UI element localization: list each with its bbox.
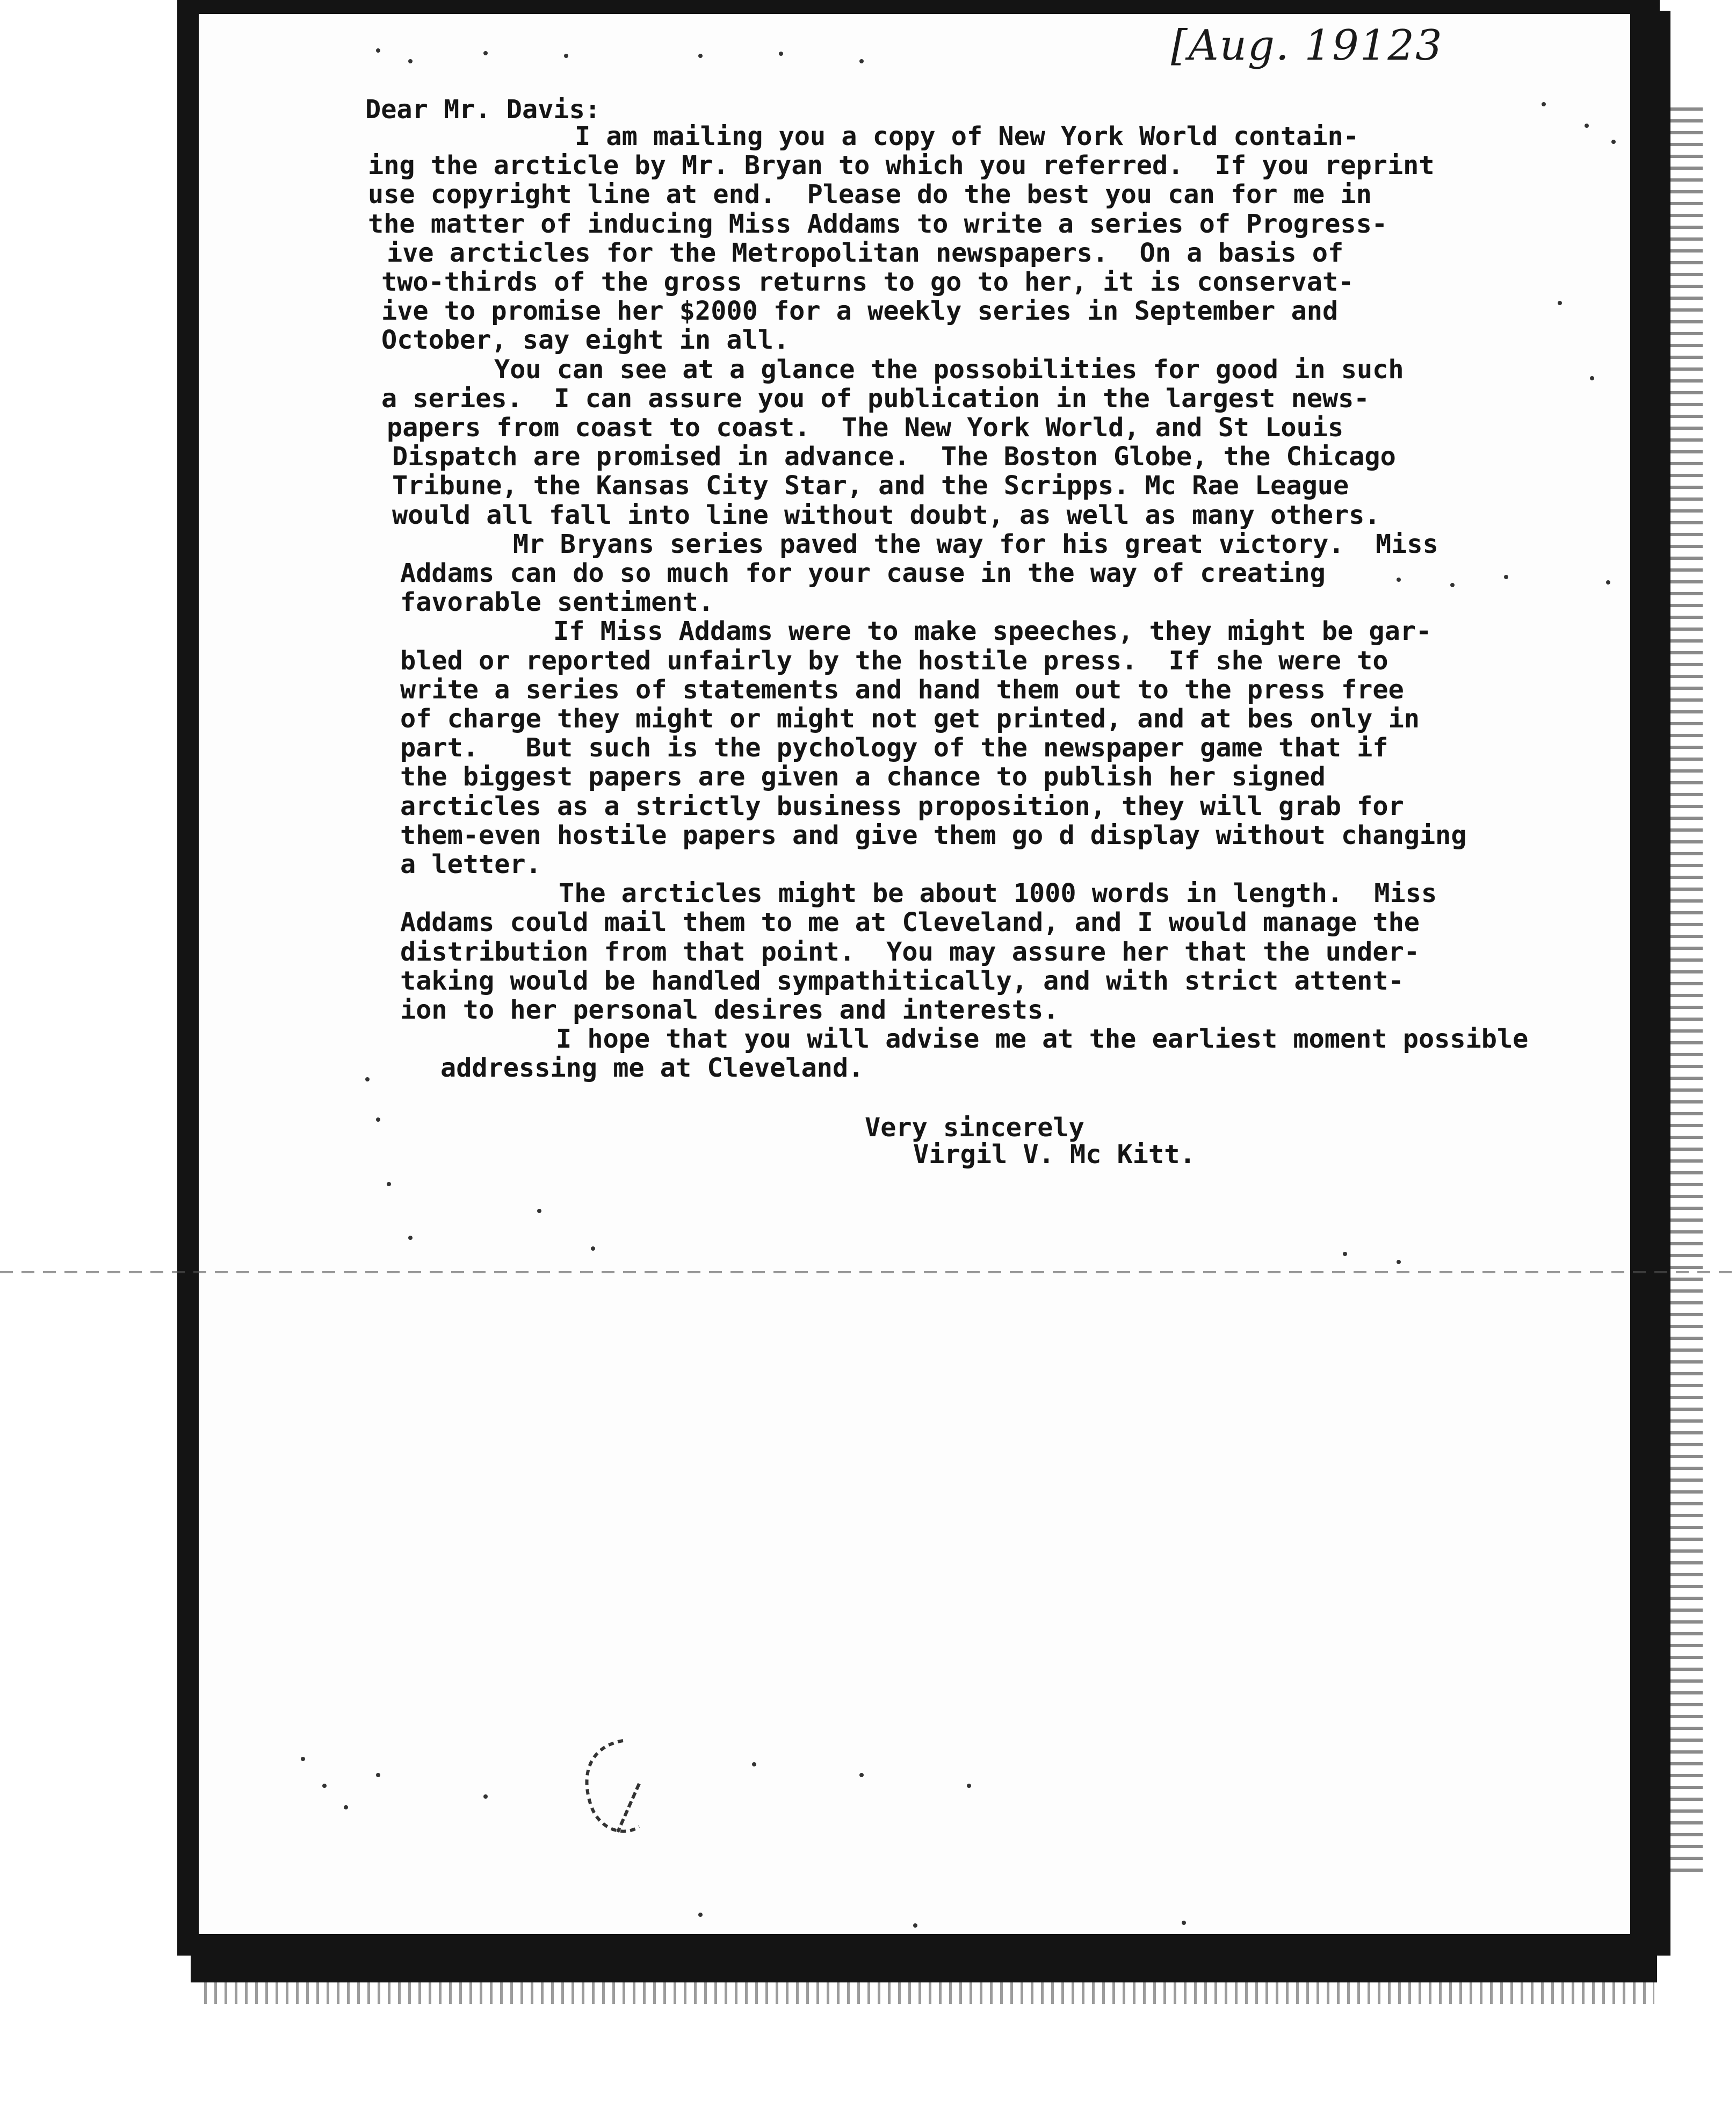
scan-speck <box>1558 301 1562 305</box>
scan-speck <box>1585 124 1589 128</box>
letter-line: would all fall into line without doubt, as well as many others. <box>392 500 1380 530</box>
letter-line: Mr Bryans series paved the way for his great victory. Miss <box>513 529 1438 559</box>
scan-speck <box>301 1757 305 1761</box>
scan-speck <box>967 1784 971 1788</box>
scan-speck <box>376 1117 380 1122</box>
letter-line: ing the arcticle by Mr. Bryan to which you referred. If you reprint <box>368 150 1435 181</box>
letter-line: arcticles as a strictly business proposition, they will grab for <box>400 791 1404 821</box>
scan-speck <box>1504 575 1508 579</box>
letter-line: a series. I can assure you of publication in the largest news- <box>381 383 1370 414</box>
letter-line: addressing me at Cleveland. <box>440 1053 864 1084</box>
scan-speck <box>1606 580 1610 585</box>
scan-speck <box>344 1805 348 1809</box>
closing: Very sincerely <box>865 1113 1084 1143</box>
letter-line: two-thirds of the gross returns to go to her, it is conservat- <box>381 267 1354 297</box>
letter-line: If Miss Addams were to make speeches, they might be gar- <box>553 616 1432 647</box>
letter-line: distribution from that point. You may assure her that the under- <box>400 936 1420 967</box>
scan-speck <box>376 1773 380 1777</box>
scan-speck <box>859 1773 864 1777</box>
letter-line: I am mailing you a copy of New York World contain- <box>575 121 1359 152</box>
letter-line: them-even hostile papers and give them go d display without changing <box>400 820 1467 850</box>
letter-line: favorable sentiment. <box>400 587 714 618</box>
letter-line: October, say eight in all. <box>381 325 790 356</box>
letter-line: a letter. <box>400 849 541 879</box>
letter-line: The arcticles might be about 1000 words in length. Miss <box>559 878 1437 909</box>
scan-speck <box>752 1762 756 1766</box>
scan-speck <box>1450 583 1455 587</box>
letter-line: the biggest papers are given a chance to publish her signed <box>400 762 1326 792</box>
letter-line: of charge they might or might not get printed, and at bes only in <box>400 704 1420 734</box>
scan-speck <box>408 1236 413 1240</box>
scan-noise-right <box>1670 107 1703 1880</box>
scan-border-left <box>177 11 199 1956</box>
scan-speck <box>322 1784 327 1788</box>
scan-speck <box>1397 1260 1401 1264</box>
scan-speck <box>698 54 703 58</box>
scan-speck <box>1182 1921 1186 1925</box>
scan-speck <box>408 59 413 63</box>
scan-border-bottom <box>191 1934 1657 1982</box>
scan-speck <box>859 59 864 63</box>
scan-speck <box>365 1077 370 1081</box>
letter-line: taking would be handled sympathitically, and with strict attent- <box>400 965 1404 996</box>
letter-line: the matter of inducing Miss Addams to write a series of Progress- <box>368 208 1387 239</box>
scan-border-right <box>1630 11 1670 1956</box>
scan-speck <box>1590 376 1594 380</box>
scan-speck <box>591 1246 595 1251</box>
scan-speck <box>483 1794 488 1799</box>
scan-speck <box>1397 578 1401 582</box>
letter-line: You can see at a glance the possobilities for good in such <box>494 354 1404 385</box>
scan-noise-bottom <box>204 1982 1654 2004</box>
scan-speck <box>698 1913 703 1917</box>
scan-speck <box>387 1182 391 1186</box>
handwritten-date: [Aug. 19123 <box>1171 21 1443 70</box>
scan-speck <box>913 1923 917 1928</box>
letter-line: I hope that you will advise me at the earliest moment possible <box>556 1024 1529 1055</box>
letter-line: bled or reported unfairly by the hostile press. If she were to <box>400 645 1388 676</box>
scan-speck <box>1542 102 1546 106</box>
letter-line: ion to her personal desires and interests. <box>400 995 1059 1025</box>
stamp-mark <box>559 1730 677 1848</box>
letter-line: papers from coast to coast. The New York World, and St Louis <box>387 413 1344 443</box>
letter-line: Addams can do so much for your cause in the way of creating <box>400 558 1326 588</box>
scan-speck <box>564 54 568 58</box>
letter-line: ive to promise her $2000 for a weekly series in September and <box>381 296 1339 327</box>
salutation: Dear Mr. Davis: <box>365 95 601 125</box>
letter-line: use copyright line at end. Please do the best you can for me in <box>368 179 1372 210</box>
letter-line: write a series of statements and hand them out to the press free <box>400 674 1404 705</box>
letter-line: Addams could mail them to me at Cleveland, and I would manage the <box>400 907 1420 938</box>
scan-speck <box>376 48 380 53</box>
scan-border-top <box>177 0 1660 14</box>
scan-speck <box>779 52 783 56</box>
scan-speck <box>1343 1252 1347 1256</box>
scan-speck <box>483 51 488 55</box>
letter-line: part. But such is the pychology of the newspaper game that if <box>400 733 1388 763</box>
letter-line: ive arcticles for the Metropolitan newspapers. On a basis of <box>387 237 1344 268</box>
fold-crease <box>0 1271 1736 1273</box>
letter-line: Tribune, the Kansas City Star, and the Scripps. Mc Rae League <box>392 471 1349 501</box>
signature: Virgil V. Mc Kitt. <box>913 1139 1196 1170</box>
scan-speck <box>1611 140 1616 144</box>
scan-speck <box>537 1209 541 1213</box>
letter-line: Dispatch are promised in advance. The Boston Globe, the Chicago <box>392 442 1396 472</box>
